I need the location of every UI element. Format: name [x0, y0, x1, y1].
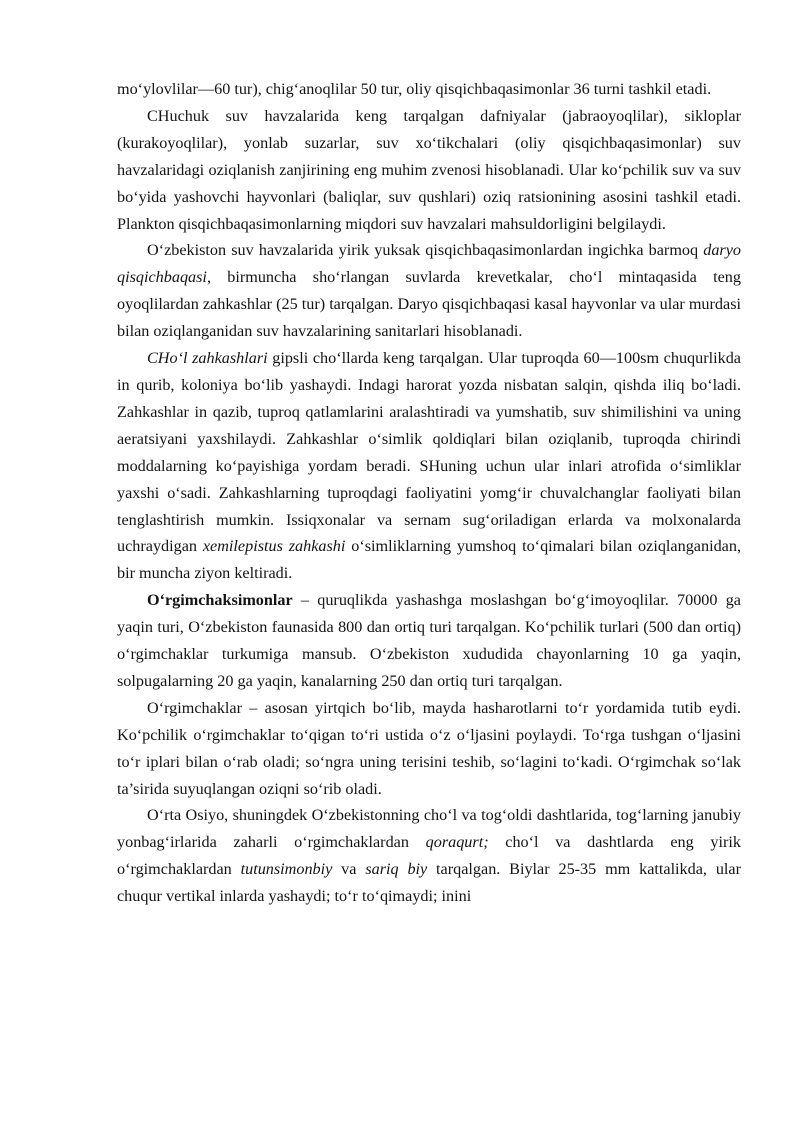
text-run: – quruqlikda yashashga moslashgan bo‘g‘imoyoqlilar. 70000 ga yaqin turi, O‘zbekiston faunasida 800 dan ortiq turi tarqalgan. Ko‘pchilik turlari (500 dan ortiq) o‘rgimchaklar turkumiga mansub. O‘zbekiston xududida chayonlarning 10 ga yaqin, solpugalarning 20 ga yaqin, kanalarning 250 dan ortiq turi tarqalgan. — [117, 591, 741, 690]
text-run: tarqalgan. Biylar 25-35 mm kattalikda, ular chuqur vertikal inlarda yashaydi; to‘r to‘qimaydi; inini — [117, 860, 741, 906]
text-run: O‘rgimchaklar – asosan yirtqich bo‘lib, mayda hasharotlarni to‘r yordamida tutib eydi. Ko‘pchilik o‘rgimchaklar to‘qigan to‘ri ustida o‘z o‘ljasini poylaydi. To‘rga tushgan o‘ljasini to‘r iplari bilan o‘rab oladi; so‘ngra uning terisini teshib, so‘lagini to‘kadi. O‘rgimchak so‘lak ta’sirida suyuqlangan oziqni so‘rib oladi. — [117, 698, 741, 798]
paragraph-1 — [117, 76, 741, 103]
text-run: gipsli cho‘llarda keng tarqalgan. Ular tuproqda 60—100sm chuqurlikda in qurib, koloniya bo‘lib yashaydi. Indagi harorat yozda nisbatan salqin, qishda iliq bo‘ladi. Zahkashlar in qazib, tuproq qatlamlarini aralashtiradi va yumshatib, suv shimilishini va uning aeratsiyani yaxshilaydi. Zahkashlar o‘simlik qoldiqlari bilan oziqlanib, tuproqda chirindi moddalarning ko‘payishiga yordam beradi. SHuning uchun ular inlari atrofida o‘simliklar yaxshi o‘sadi. Zahkashlarning tuproqdagi faoliyatini yomg‘ir chuvalchanglar faoliyati bilan tenglashtirish mumkin. Issiqxonalar va sernam sug‘oriladigan erlarda va molxonalarda uchraydigan — [117, 349, 741, 556]
text-run: O‘rta Osiyo, shuningdek O‘zbekistonning cho‘l va tog‘oldi dashtlarida, tog‘larning janubiy yonbag‘irlarida zaharli o‘rgimchaklardan — [117, 806, 741, 852]
paragraph-3 — [117, 237, 741, 345]
paragraph-7 — [117, 802, 741, 910]
text-run: va — [332, 860, 366, 879]
italic-term: daryo qisqichbaqasi — [117, 241, 741, 287]
text-run: o‘simliklarning yumshoq to‘qimalari bilan oziqlanganidan, bir muncha ziyon keltiradi. — [117, 537, 741, 583]
text-run: , birmuncha sho‘rlangan suvlarda krevetkalar, cho‘l mintaqasida teng oyoqlilardan zahkashlar (25 tur) tarqalgan. Daryo qisqichbaqasi kasal hayvonlar va ular murdasi bilan oziqlanganidan suv havzalarining sanitarlari hisoblanadi. — [117, 268, 741, 341]
text-run: CHuchuk suv havzalarida keng tarqalgan dafniyalar (jabraoyoqlilar), sikloplar (kurakoyoqlilar), yonlab suzarlar, suv xo‘tikchalari (oliy qisqichbaqasimonlar) suv havzalaridagi oziqlanish zanjirining eng muhim zvenosi hisoblanadi. Ular ko‘pchilik suv va suv bo‘yida yashovchi hayvonlari (baliqlar, suv qushlari) oziq ratsionining asosini tashkil etadi. Plankton qisqichbaqasimonlarning miqdori suv havzalari mahsuldorligini belgilaydi. — [117, 106, 741, 233]
paragraph-6 — [117, 695, 741, 803]
italic-term: qoraqurt; — [425, 833, 489, 852]
paragraph-2 — [117, 103, 741, 238]
text-run: O‘zbekiston suv havzalarida yirik yuksak qisqichbaqasimonlardan ingichka barmoq — [147, 241, 704, 260]
italic-term: tutunsimonbiy — [240, 860, 333, 879]
italic-term: CHo‘l zahkashlari — [147, 349, 268, 368]
text-run: mo‘ylovlilar—60 tur), chig‘anoqlilar 50 tur, oliy qisqichbaqasimonlar 36 turni tashkil etadi. — [117, 80, 712, 98]
paragraph-4 — [117, 345, 741, 587]
text-run: cho‘l va dashtlarda eng yirik o‘rgimchaklardan — [117, 833, 741, 879]
italic-term: sariq biy — [365, 860, 428, 879]
document-page — [117, 76, 741, 910]
italic-term: xemilepistus zahkashi — [202, 537, 346, 556]
paragraph-5 — [117, 587, 741, 695]
bold-term: O‘rgimchaksimonlar — [147, 591, 293, 610]
